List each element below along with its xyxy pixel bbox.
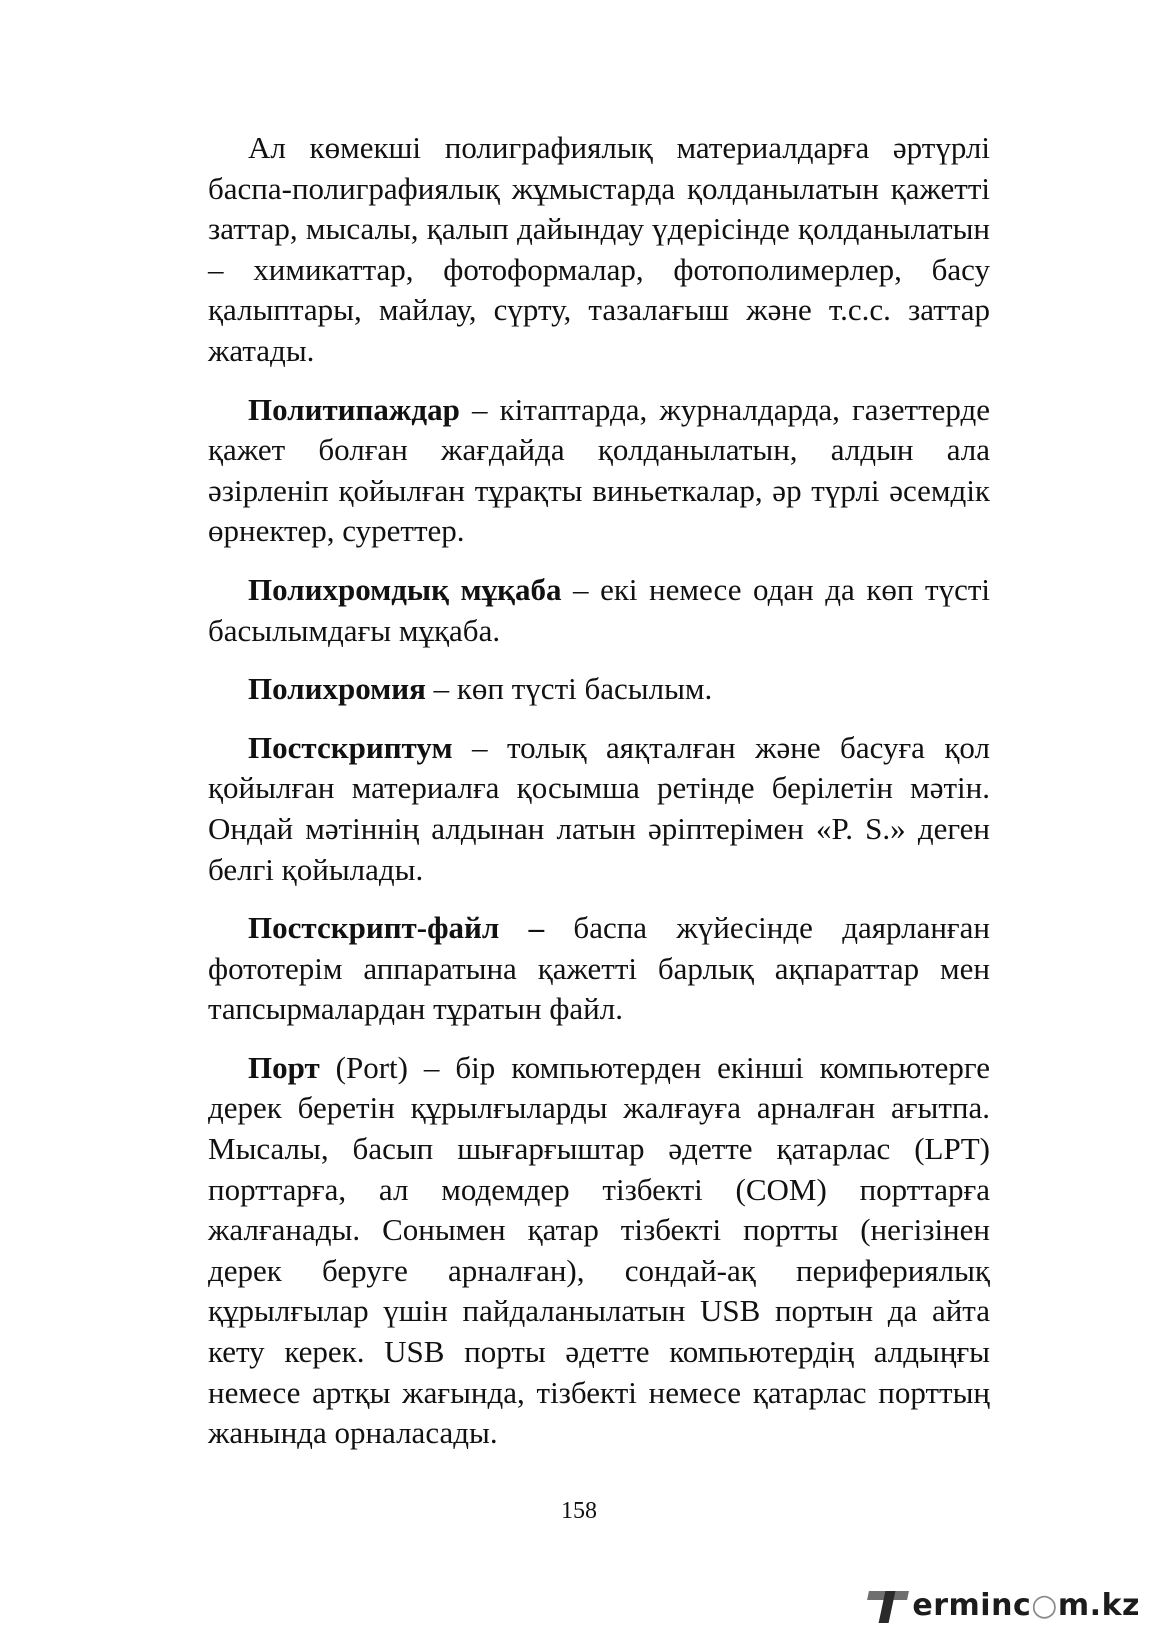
entry-port — [208, 1048, 990, 1454]
watermark-text: erminc — [912, 1587, 1032, 1623]
watermark[interactable] — [868, 1585, 1140, 1625]
entry-postscript-file — [208, 908, 990, 1030]
term: Порт — [248, 1049, 320, 1085]
entry-polychromy — [208, 669, 990, 710]
term: Полихромия — [248, 671, 426, 707]
term: Политипаждар — [248, 391, 460, 427]
document-body — [208, 128, 990, 1472]
definition-text: – көп түсті басылым. — [425, 671, 713, 707]
term: Полихромдық мұқаба — [248, 571, 562, 607]
entry-polychrome-cover — [208, 570, 990, 651]
paragraph-intro — [208, 128, 990, 372]
termincom-logo-icon — [868, 1585, 912, 1625]
definition-text: баспа жүйесінде даярланған фототерім аппаратына қажетті барлық ақпараттар мен тапсырмалардан тұратын файл. — [208, 910, 990, 1027]
definition-text: – кітаптарда, журналдарда, газеттерде қажет болған жағдайда қолданылатын, алдын ала әзірленіп қойылған тұрақты виньеткалар, әр түрлі әсемдік өрнектер, суреттер. — [208, 391, 990, 549]
definition-text: – толық аяқталған және басуға қол қойылған материалға қосымша ретінде берілетін мәтін. Ондай мәтіннің алдынан латын әріптерімен «P. S.» деген белгі қойылады. — [208, 729, 990, 887]
definition-text: Ал көмекші полиграфиялық материалдарға әртүрлі баспа-полиграфиялық жұмыстарда қолданылатын қажетті заттар, мысалы, қалып дайындау үдерісінде қолданылатын – химикаттар, фотоформалар, фотополимерлер, басу қалыптары, майлау, сүрту, тазалағыш және т.с.с. заттар жатады. — [208, 130, 990, 368]
term: Постскрипт-файл – — [248, 910, 545, 946]
definition-text: – екі немесе одан да көп түсті басылымдағы мұқаба. — [208, 571, 990, 648]
term: Постскриптум — [248, 729, 453, 765]
entry-polytypage — [208, 390, 990, 552]
definition-text: (Port) – бір компьютерден екінші компьютерге дерек беретін құрылғыларды жалғауға арналған ағытпа. Мысалы, басып шығарғыштар әдетте қатарлас (LPT) порттарға, ал модемдер тізбекті (COM) порттарға жалғанады. Сонымен қатар тізбекті портты (негізінен дерек беруге арналған), сондай-ақ перифериялық құрылғылар үшін пайдаланылатын USB портын да айта кету керек. USB порты әдетте компьютердің алдыңғы немесе артқы жағында, тізбекті немесе қатарлас порттың жанында орналасады. — [208, 1049, 990, 1451]
entry-postscriptum — [208, 728, 990, 890]
page-number: 158 — [561, 1498, 597, 1524]
watermark-domain: m.kz — [1057, 1587, 1140, 1623]
watermark-search-icon: ○ — [1031, 1587, 1058, 1623]
